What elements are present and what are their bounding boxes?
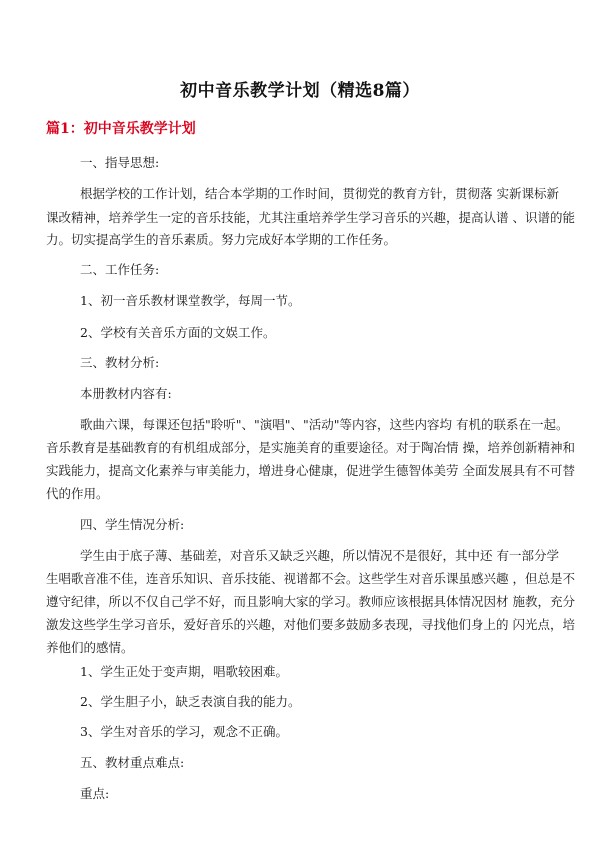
paragraph-line: 激发这些学生学习音乐，爱好音乐的兴趣，对他们要多鼓励多表现，寻找他们身上的 闪光点，培 <box>46 617 575 632</box>
paragraph-line: 遵守纪律，所以不仅自己学不好，而且影响大家的学习。教师应该根据具体情况因材 施教，充分 <box>46 594 575 609</box>
subheading-key-points: 重点: <box>80 786 110 801</box>
list-item: 1、学生正处于变声期，唱歌较困难。 <box>80 664 288 679</box>
paragraph-line: 实践能力，提高文化素养与审美能力，增进身心健康，促进学生德智体美劳 全面发展具有不可替 <box>46 463 575 478</box>
heading-textbook-analysis: 三、教材分析: <box>80 355 160 370</box>
paragraph-line: 学生由于底子薄、基础差，对音乐又缺乏兴趣，所以情况不是很好，其中还 有一部分学 <box>80 548 559 563</box>
heading-guiding-ideology: 一、指导思想: <box>80 155 160 170</box>
list-item: 3、学生对音乐的学习，观念不正确。 <box>80 724 288 739</box>
paragraph-line: 歌曲六课，每课还包括"聆听"、"演唱"、"活动"等内容，这些内容均 有机的联系在一起。 <box>80 417 569 432</box>
paragraph-line: 音乐教育是基础教育的有机组成部分，是实施美育的重要途径。对于陶冶情 操，培养创新精神和 <box>46 440 575 455</box>
list-item: 2、学校有关音乐方面的文娱工作。 <box>80 325 276 340</box>
heading-work-tasks: 二、工作任务: <box>80 262 160 277</box>
list-item: 1、初一音乐教材课堂教学，每周一节。 <box>80 293 301 308</box>
section-title: 篇1：初中音乐教学计划 <box>46 121 196 137</box>
paragraph-line: 生唱歌音准不佳，连音乐知识、音乐技能、视谱都不会。这些学生对音乐课虽感兴趣 ，但总是不 <box>46 571 575 586</box>
paragraph-line: 根据学校的工作计划，结合本学期的工作时间，贯彻党的教育方针，贯彻落 实新课标新 <box>80 186 559 201</box>
list-item: 2、学生胆子小，缺乏表演自我的能力。 <box>80 694 301 709</box>
paragraph-line: 代的作用。 <box>46 486 109 501</box>
paragraph-line: 养他们的感情。 <box>46 640 134 655</box>
heading-key-points: 五、教材重点难点: <box>80 755 185 770</box>
heading-student-analysis: 四、学生情况分析: <box>80 517 185 532</box>
subheading-textbook-content: 本册教材内容有: <box>80 386 172 401</box>
paragraph-line: 力。切实提高学生的音乐素质。努力完成好本学期的工作任务。 <box>46 232 397 247</box>
document-title: 初中音乐教学计划（精选8篇） <box>180 81 420 101</box>
paragraph-line: 课改精神，培养学生一定的音乐技能，尤其注重培养学生学习音乐的兴趣，提高认谱 、识谱的能 <box>46 210 575 225</box>
